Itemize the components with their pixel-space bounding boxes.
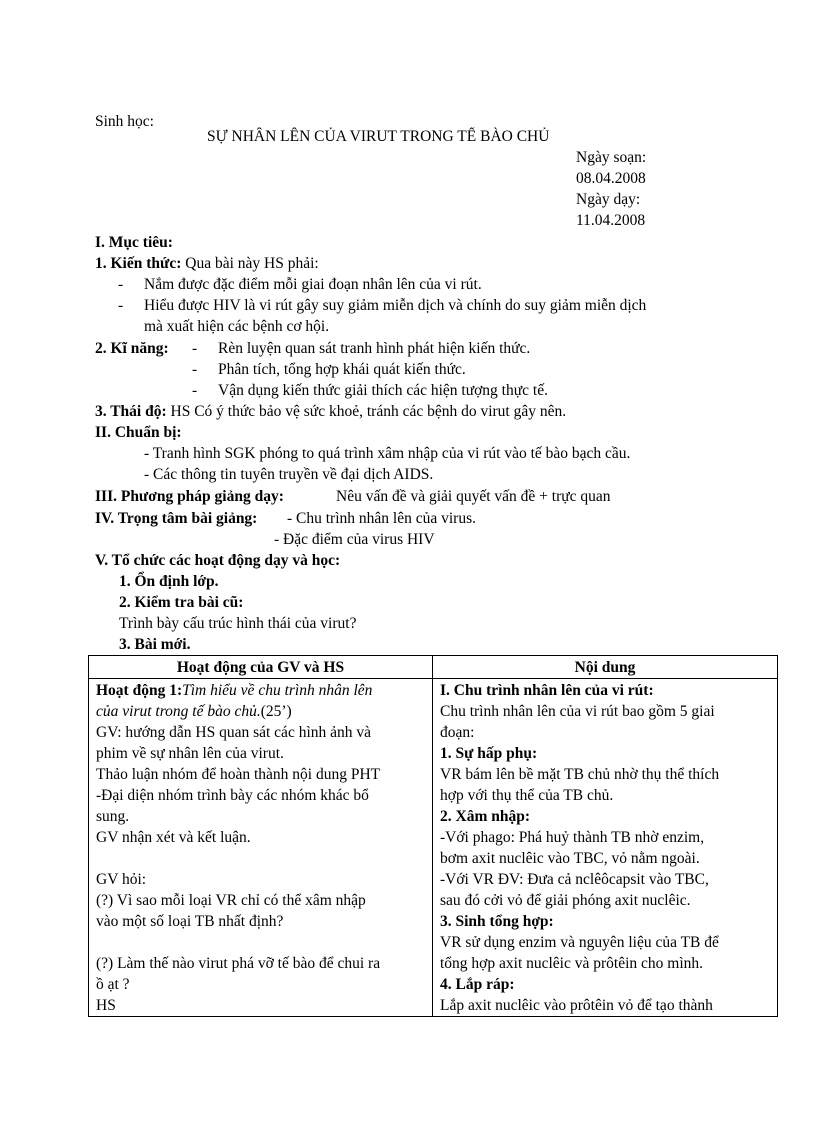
col-header-activity: Hoạt động của GV và HS [89, 656, 433, 679]
activity-line: (?) Vì sao mỗi loại VR chỉ có thể xâm nhập [96, 892, 366, 909]
activity-line: vào một số loại TB nhất định? [96, 913, 284, 930]
content-line: sau đó cởi vỏ để giải phóng axit nuclêic. [440, 892, 691, 909]
col-header-content: Nội dung [433, 656, 778, 679]
knowledge-item-1: - Nắm được đặc điểm mỗi giai đoạn nhân lên của vi rút. [118, 276, 482, 293]
content-line: tổng hợp axit nuclêic và prôtêin cho mình. [440, 955, 704, 972]
content-line: VR bám lên bề mặt TB chủ nhờ thụ thể thích [440, 766, 720, 783]
attitude-label: 3. Thái độ: [95, 403, 167, 420]
skills-label: 2. Kĩ năng: [95, 340, 169, 357]
organize-question: Trình bày cấu trúc hình thái của virut? [119, 615, 357, 632]
activity-title-cont: của virut trong tế bào chủ.(25’) [96, 703, 292, 720]
teach-date-label: Ngày dạy: [576, 191, 641, 208]
activity-line: GV hỏi: [96, 871, 147, 888]
method-text: Nêu vấn đề và giải quyết vấn đề + trực quan [336, 488, 611, 505]
attitude-text: HS Có ý thức bảo vệ sức khoẻ, tránh các bệnh do virut gây nên. [170, 403, 567, 420]
activity-line: ồ ạt ? [96, 976, 130, 993]
activity-line: sung. [96, 808, 130, 825]
objectives-heading: I. Mục tiêu: [95, 234, 173, 251]
activity-line: phim về sự nhân lên của virut. [96, 745, 284, 762]
content-line: VR sử dụng enzim và nguyên liệu của TB để [440, 934, 719, 951]
stage-2-title: 2. Xâm nhập: [440, 808, 531, 825]
prep-item-1: - Tranh hình SGK phóng to quá trình xâm nhập của vi rút vào tế bào bạch cầu. [144, 445, 631, 462]
skills-item-2: - Phân tích, tổng hợp khái quát kiến thức. [192, 361, 466, 378]
focus-item-2: - Đặc điểm của virus HIV [274, 531, 435, 548]
page-title: SỰ NHÂN LÊN CỦA VIRUT TRONG TẾ BÀO CHỦ [207, 128, 550, 145]
focus-heading: IV. Trọng tâm bài giảng: [95, 510, 258, 527]
organize-step-2: 2. Kiểm tra bài cũ: [119, 594, 244, 611]
knowledge-item-2-cont: mà xuất hiện các bệnh cơ hội. [144, 318, 330, 335]
organize-heading: V. Tổ chức các hoạt động dạy và học: [95, 552, 341, 569]
content-line: đoạn: [440, 724, 475, 741]
prep-date-value: 08.04.2008 [576, 170, 646, 187]
knowledge-item-2: - Hiểu được HIV là vi rút gây suy giảm miễn dịch và chính do suy giảm miễn dịch [118, 297, 647, 314]
stage-4-title: 4. Lắp ráp: [440, 976, 515, 993]
table-header-row [89, 656, 778, 679]
activity-line [96, 848, 425, 869]
focus-item-1: - Chu trình nhân lên của virus. [287, 510, 476, 527]
attitude-row [95, 402, 566, 422]
subject-label: Sinh học: [95, 113, 154, 130]
activity-line: -Đại diện nhóm trình bày các nhóm khác bổ [96, 787, 369, 804]
activity-title: Hoạt động 1:Tìm hiểu về chu trình nhân lên [96, 682, 373, 699]
activity-line: Thảo luận nhóm để hoàn thành nội dung PHT [96, 766, 381, 783]
prep-item-2: - Các thông tin tuyên truyền về đại dịch AIDS. [144, 466, 434, 483]
stage-1-title: 1. Sự hấp phụ: [440, 745, 538, 762]
content-heading: I. Chu trình nhân lên của vi rút: [440, 682, 654, 699]
skills-item-3: - Vận dụng kiến thức giải thích các hiện tượng thực tế. [192, 382, 548, 399]
content-line: hợp với thụ thể của TB chủ. [440, 787, 614, 804]
content-line: bơm axit nuclêic vào TBC, vỏ nằm ngoài. [440, 850, 700, 867]
knowledge-label: 1. Kiến thức: [95, 255, 182, 272]
organize-step-3: 3. Bài mới. [119, 636, 191, 653]
stage-3-title: 3. Sinh tổng hợp: [440, 913, 554, 930]
activity-line: HS [96, 997, 116, 1014]
knowledge-intro: Qua bài này HS phải: [185, 255, 319, 272]
method-heading: III. Phương pháp giảng dạy: [95, 488, 284, 505]
teach-date-value: 11.04.2008 [576, 212, 646, 229]
content-line: -Với VR ĐV: Đưa cả nclêôcapsit vào TBC, [440, 871, 709, 888]
organize-step-1: 1. Ổn định lớp. [119, 573, 219, 590]
skills-item-1: - Rèn luyện quan sát tranh hình phát hiện kiến thức. [192, 340, 531, 357]
activity-line: GV: hướng dẫn HS quan sát các hình ảnh và [96, 724, 372, 741]
lesson-table [88, 655, 778, 1017]
activity-line: GV nhận xét và kết luận. [96, 829, 251, 846]
activity-line [96, 932, 425, 953]
content-cell [433, 679, 778, 1017]
knowledge-row [95, 254, 319, 274]
prep-date-label: Ngày soạn: [576, 149, 647, 166]
content-line: -Với phago: Phá huỷ thành TB nhờ enzim, [440, 829, 705, 846]
content-line: Lắp axit nuclêic vào prôtêin vỏ để tạo thành [440, 997, 713, 1014]
content-line: Chu trình nhân lên của vi rút bao gồm 5 giai [440, 703, 715, 720]
activity-cell [89, 679, 433, 1017]
prep-heading: II. Chuẩn bị: [95, 424, 182, 441]
activity-line: (?) Làm thế nào virut phá vỡ tế bào để chui ra [96, 955, 381, 972]
table-row [89, 679, 778, 1017]
